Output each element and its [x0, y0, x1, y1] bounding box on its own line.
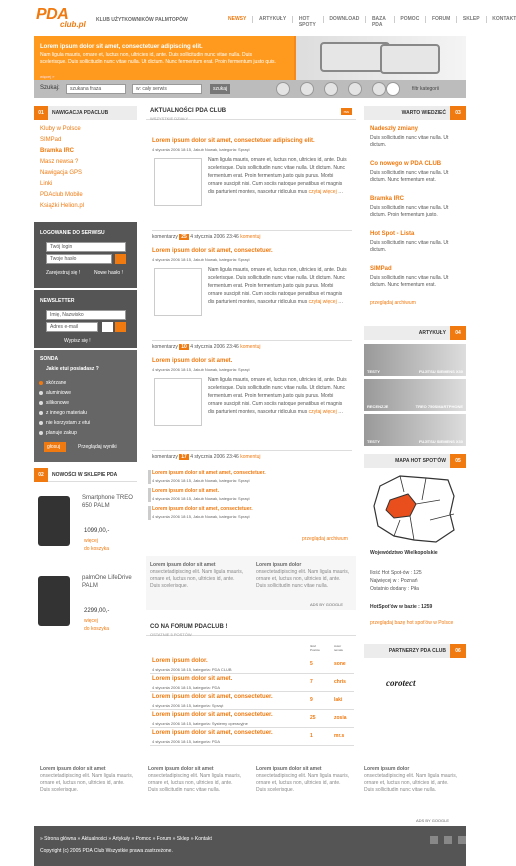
- news-read-more[interactable]: czytaj więcej: [308, 189, 337, 195]
- article-name: FUJITSU SIEMENS X30: [418, 439, 463, 444]
- short-news-title[interactable]: Lorem ipsum dolor sit amet, consectetuer.: [152, 506, 253, 512]
- short-news-meta: 4 stycznia 2006 18:15, Jakub Nowak, kategoria: Sprzęt: [152, 496, 250, 501]
- xhtml-icon: [430, 836, 438, 844]
- logo-main: PDA: [36, 6, 69, 23]
- news-body: Nam ligula mauris, ornare et, luctus non, ultricies id, ante. Duis scelerisque. Duis sollicitudin nunc vitae nulla. Ut dictum. Nunc fermentum erat. Proin fermentum justo quis purus. Morbi ornare suscipit nisi. Cum sociis natoque penatibus et magnis dis parturient montes, nascetur ridiculus mus: [208, 377, 347, 415]
- news-footer: [152, 340, 352, 350]
- footer-ads: [34, 762, 466, 810]
- windows-icon[interactable]: [276, 82, 290, 96]
- short-news-bar: [148, 506, 151, 520]
- comment-link[interactable]: komentuj: [240, 234, 261, 240]
- article-tag: RECENZJE: [367, 404, 389, 409]
- footer-ad-text: onsectetadipiscing elit. Nam ligula mauris, ornare et, luctus non, ultricies id, ante. Duis sollicitudin nunc vitae nulla.: [364, 773, 458, 793]
- product-more-link[interactable]: więcej: [84, 618, 98, 624]
- footer-ad-text: onsectetadipiscing elit. Nam ligula mauris, ornare et, luctus non, ultricies id, ante. Duis scelerisque.: [256, 773, 350, 793]
- poll-option[interactable]: [46, 420, 90, 426]
- comments-label: komentarzy: [152, 454, 178, 460]
- shop-header: [34, 468, 137, 482]
- article-card[interactable]: [364, 379, 466, 411]
- product-name[interactable]: palmOne LifeDrive PALM: [82, 575, 132, 589]
- worth-archive-link[interactable]: przeglądaj archiwum: [370, 300, 416, 306]
- short-news-bar: [148, 488, 151, 502]
- forum-author-link[interactable]: laki: [334, 697, 343, 703]
- map-header: [364, 454, 466, 468]
- article-tag: TESTY: [367, 369, 380, 374]
- map-number: 05: [450, 454, 466, 468]
- poll-option-label: nie korzystam z etui: [46, 420, 91, 426]
- search-bar: [34, 80, 466, 98]
- forum-post-count: 25: [310, 715, 316, 721]
- partners-number: 06: [450, 644, 466, 658]
- header: [0, 0, 516, 36]
- forum-meta: 4 stycznia 2006 18:15, kategoria: PDA: [152, 685, 221, 690]
- nav-separator: [252, 16, 253, 23]
- radio-icon: [39, 421, 43, 425]
- news-title-link[interactable]: Lorem ipsum dolor sit amet.: [152, 358, 233, 364]
- map-stat: Ostatnio dodany : Piła: [370, 586, 419, 592]
- worth-title: WARTO WIEDZIEĆ: [401, 110, 446, 116]
- news-archive-link[interactable]: przeglądaj archiwum: [302, 536, 348, 542]
- worth-text: Duis sollicitudin nunc vitae nulla. Ut dictum. Nunc fermentum erat.: [370, 275, 449, 288]
- articles-number: 04: [450, 326, 466, 340]
- worth-text: Duis sollicitudin nunc vitae nulla. Ut dictum.: [370, 135, 449, 148]
- nav-link[interactable]: Linki: [40, 181, 53, 187]
- article-name: TREO 750SMARTPHONE: [415, 404, 463, 409]
- product-image[interactable]: [38, 576, 70, 626]
- footer-ads-by-google[interactable]: ADS BY GOOGLE: [416, 818, 450, 823]
- forum-topic-link[interactable]: Lorem ipsum dolor sit amet, consectetuer.: [152, 694, 273, 700]
- palm-icon[interactable]: [324, 82, 338, 96]
- blackberry-icon[interactable]: [372, 82, 386, 96]
- forum-row: [150, 692, 354, 710]
- poll-box: [34, 350, 137, 462]
- nav-header: [34, 106, 137, 120]
- footer-nav-link[interactable]: Artykuły: [112, 836, 131, 842]
- short-news-title[interactable]: Lorem ipsum dolor sit amet amet, consectetuer.: [152, 470, 266, 476]
- forum-post-count: 5: [310, 661, 313, 667]
- footer-ad-title[interactable]: Lorem ipsum dolor sit amet: [40, 766, 106, 772]
- articles-header: [364, 326, 466, 340]
- comment-count: 17: [181, 454, 187, 460]
- radio-icon: [39, 431, 43, 435]
- news-meta: 4 stycznia 2006 18:15, Jakub Nowak, kategoria: Sprzęt: [152, 367, 250, 372]
- nav-separator: [323, 16, 324, 23]
- login-box: [34, 222, 137, 288]
- add-to-cart-link[interactable]: do koszyka: [84, 546, 110, 552]
- footer-nav-link[interactable]: Forum: [156, 836, 172, 842]
- poll-option[interactable]: [46, 400, 69, 406]
- ads-by-google[interactable]: ADS BY GOOGLE: [310, 602, 344, 607]
- login-title: LOGOWANIE DO SERWISU: [40, 230, 105, 236]
- news-text: Nam ligula mauris, ornare et, luctus non, ultricies id, ante. Duis scelerisque. Duis sollicitudin nunc vitae nulla. Ut dictum. Nunc fermentum erat. Proin fermentum justo quis purus. Morbi ornare suscipit nisi. Cum sociis natoque penatibus et magnis dis parturient montes, nascetur ridiculus mus czytaj więcej …: [208, 377, 347, 415]
- symbian-icon[interactable]: [348, 82, 362, 96]
- forum-col-author: Autor tematu: [334, 644, 344, 652]
- nav-link[interactable]: SIMPad: [40, 137, 62, 143]
- worth-text: Duis sollicitudin nunc vitae nulla. Ut dictum.: [370, 240, 449, 253]
- articles-title: ARTYKUŁY: [418, 330, 446, 336]
- nav-number: 01: [34, 106, 48, 120]
- linux-icon[interactable]: [300, 82, 314, 96]
- news-date: 4 stycznia 2006 23:46: [190, 454, 239, 460]
- login-submit-button[interactable]: [115, 254, 126, 264]
- article-card[interactable]: [364, 344, 466, 376]
- news-text: Nam ligula mauris, ornare et, luctus non, ultricies id, ante. Duis scelerisque. Duis sollicitudin nunc vitae nulla. Ut dictum. Nunc fermentum erat. Proin fermentum justo quis purus. Morbi ornare suscipit nisi. Cum sociis natoque penatibus et magnis dis parturient montes, nascetur ridiculus mus czytaj więcej …: [208, 157, 347, 195]
- comment-link[interactable]: komentuj: [240, 454, 261, 460]
- forum-author-link[interactable]: zosia: [334, 715, 347, 721]
- footer-nav-link[interactable]: Kontakt: [194, 836, 212, 842]
- worth-number: 03: [450, 106, 466, 120]
- footer-ad-item[interactable]: [40, 766, 135, 794]
- left-column: [34, 104, 137, 754]
- worth-header: [364, 106, 466, 120]
- poll-results-link[interactable]: Przeglądaj wyniki: [78, 444, 117, 450]
- topnav-item[interactable]: NEWSY: [228, 16, 247, 22]
- ad-item[interactable]: [150, 562, 245, 590]
- logo[interactable]: [36, 6, 86, 32]
- forum-subtitle: OSTATNIE 5 POSTÓW: [150, 632, 192, 637]
- footer-ad-item[interactable]: [256, 766, 351, 794]
- forum-post-count: 1: [310, 733, 313, 739]
- nav-title: NAWIGACJA PDACLUB: [52, 110, 109, 116]
- news-footer: [152, 230, 352, 240]
- radio-icon: [39, 411, 43, 415]
- footer-nav-link[interactable]: Sklep: [176, 836, 190, 842]
- forum-post-count: 9: [310, 697, 313, 703]
- other-os-icon[interactable]: [386, 82, 400, 96]
- footer-nav: » Strona główna » Aktualności » Artykuły » Pomoc » Forum » Sklep » Kontakt: [40, 836, 212, 842]
- top-nav: [228, 16, 516, 28]
- partners-title: PARTNERZY PDA CLUB: [388, 648, 446, 654]
- topnav-item[interactable]: BAZA PDA: [371, 16, 386, 28]
- nav-link[interactable]: Kluby w Polsce: [40, 126, 81, 132]
- news-footer: [152, 450, 352, 460]
- rss-icon: [458, 836, 466, 844]
- short-news-meta: 4 stycznia 2006 18:15, Jakub Nowak, kategoria: Sprzęt: [152, 478, 250, 483]
- footer: [34, 826, 466, 866]
- worth-title-link[interactable]: Nadeszły zmiany: [370, 126, 419, 132]
- news-subtitle: WSZYSTKIE DZIAŁY: [150, 116, 189, 121]
- product-more-link[interactable]: więcej: [84, 538, 98, 544]
- news-image[interactable]: [154, 378, 202, 426]
- poll-question: Jakie etui posiadasz ?: [46, 366, 99, 372]
- poll-option[interactable]: [46, 390, 71, 396]
- poll-option[interactable]: [46, 410, 87, 416]
- banner: [34, 36, 466, 80]
- worth-title-link[interactable]: Bramka IRC: [370, 196, 405, 202]
- article-name: FUJITSU SIEMENS X30: [418, 369, 463, 374]
- worth-text: Duis sollicitudin nunc vitae nulla. Ut dictum. Nunc fermentum erat.: [370, 170, 449, 183]
- news-title: AKTUALNOŚCI PDA CLUB: [150, 108, 227, 114]
- product-image[interactable]: [38, 496, 70, 546]
- footer-ad-text: onsectetadipiscing elit. Nam ligula mauris, ornare et, luctus non, ultricies id, ante. Duis scelerisque.: [40, 773, 134, 793]
- topnav-item[interactable]: DOWNLOAD: [329, 16, 360, 22]
- radio-icon: [39, 391, 43, 395]
- comments-label: komentarzy: [152, 344, 178, 350]
- product-price: 2299,00,-: [84, 608, 110, 614]
- news-title-link[interactable]: Lorem ipsum dolor sit amet, consectetuer adipiscing elit.: [152, 138, 315, 144]
- map-total: HotSpot'ów w bazie : 1259: [370, 604, 433, 610]
- ad-item[interactable]: [256, 562, 351, 590]
- news-body: Nam ligula mauris, ornare et, luctus non, ultricies id, ante. Duis scelerisque. Duis sollicitudin nunc vitae nulla. Ut dictum. Nunc fermentum erat. Proin fermentum justo quis purus. Morbi ornare suscipit nisi. Cum sociis natoque penatibus et magnis dis parturient montes, nascetur ridiculus mus: [208, 267, 347, 305]
- worth-title-link[interactable]: SIMPad: [370, 266, 392, 272]
- shop-title: NOWOŚCI W SKLEPIE PDA: [52, 472, 118, 478]
- forum-meta: 4 stycznia 2006 18:15, kategoria: Systemy operacyjne: [152, 721, 248, 726]
- short-news-title[interactable]: Lorem ipsum dolor sit amet.: [152, 488, 219, 494]
- poland-map[interactable]: [370, 470, 460, 546]
- forum-topic-link[interactable]: Lorem ipsum dolor sit amet, consectetuer.: [152, 712, 273, 718]
- banner-title[interactable]: Lorem ipsum dolor sit amet, consectetuer adipiscing elit.: [40, 44, 203, 50]
- banner-more-link[interactable]: więcej »: [40, 74, 55, 79]
- logo-sub: club.pl: [60, 20, 86, 29]
- forum-meta: 4 stycznia 2006 18:15, kategoria: PDA: [152, 739, 221, 744]
- newsletter-title: NEWSLETTER: [40, 298, 75, 304]
- poll-option-label: z innego materiału: [46, 410, 87, 416]
- nav-separator: [486, 16, 487, 23]
- worth-title-link[interactable]: Hot Spot - Lista: [370, 231, 415, 237]
- partners-header: [364, 644, 466, 658]
- poll-option[interactable]: [46, 380, 66, 386]
- nav-separator: [365, 16, 366, 23]
- worth-title-link[interactable]: Co nowego w PDA CLUB: [370, 161, 442, 167]
- forum-row: [150, 710, 354, 728]
- nav-link[interactable]: Nawigacja GPS: [40, 170, 83, 176]
- nav-separator: [394, 16, 395, 23]
- short-news-bar: [148, 470, 151, 484]
- forum-row: [150, 674, 354, 692]
- topnav-item[interactable]: POMOC: [400, 16, 420, 22]
- worth-text: Duis sollicitudin nunc vitae nulla. Ut dictum. Proin fermentum justo.: [370, 205, 449, 218]
- footer-ad-text: onsectetadipiscing elit. Nam ligula mauris, ornare et, luctus non, ultricies id, ante. Duis sollicitudin nunc vitae nulla.: [148, 773, 242, 793]
- news-date: 4 stycznia 2006 23:46: [190, 234, 239, 240]
- nav-link[interactable]: Książki Helion.pl: [40, 203, 85, 209]
- news-meta: 4 stycznia 2006 18:15, Jakub Nowak, kategoria: Sprzęt: [152, 257, 250, 262]
- newsletter-email-input[interactable]: Adres e-mail: [46, 322, 98, 332]
- nav-separator: [456, 16, 457, 23]
- search-label: Szukaj:: [40, 85, 60, 91]
- comment-count: 25: [181, 234, 187, 240]
- product-price: 1099,00,-: [84, 528, 110, 534]
- topnav-item[interactable]: FORUM: [431, 16, 451, 22]
- map-title: MAPA HOT SPOT'ÓW: [395, 458, 446, 464]
- search-button[interactable]: szukaj: [210, 84, 230, 94]
- nav-link[interactable]: Bramka IRC: [40, 148, 75, 154]
- tagline: KLUB UŻYTKOWNIKÓW PALMTOPÓW: [96, 17, 188, 23]
- forum-meta: 4 stycznia 2006 18:15, kategoria: PDA CLUB: [152, 667, 232, 672]
- password-input[interactable]: Twoje hasło: [46, 254, 112, 264]
- news-header: [146, 106, 356, 120]
- nav-separator: [292, 16, 293, 23]
- forum-row: [150, 656, 354, 674]
- short-news-meta: 4 stycznia 2006 18:15, Jakub Nowak, kategoria: Sprzęt: [152, 514, 250, 519]
- poll-option-label: planuje zakup: [46, 430, 77, 436]
- comments-label: komentarzy: [152, 234, 178, 240]
- poll-option-label: silikonowe: [46, 400, 70, 406]
- forum-topic-link[interactable]: Lorem ipsum dolor sit amet, consectetuer.: [152, 730, 273, 736]
- banner-phone-image: [296, 36, 466, 80]
- partner-logo[interactable]: corotect: [386, 678, 416, 688]
- topnav-item[interactable]: HOT SPOTY: [298, 16, 316, 28]
- news-read-more[interactable]: czytaj więcej: [308, 299, 337, 305]
- vote-button[interactable]: głosuj: [44, 442, 66, 452]
- forum-author-link[interactable]: chris: [334, 679, 346, 685]
- map-link[interactable]: przeglądaj bazę hot spot'ów w Polsce: [370, 620, 454, 626]
- news-body: Nam ligula mauris, ornare et, luctus non, ultricies id, ante. Duis scelerisque. Duis sollicitudin nunc vitae nulla. Ut dictum. Nunc fermentum erat. Proin fermentum justo quis purus. Morbi ornare suscipit nisi. Cum sociis natoque penatibus et magnis dis parturient montes, nascetur ridiculus mus: [208, 157, 347, 195]
- poll-option[interactable]: [46, 430, 77, 436]
- newsletter-name-input[interactable]: Imię, Nazwisko: [46, 310, 126, 320]
- comment-link[interactable]: komentuj: [240, 344, 261, 350]
- banner-text: Nam ligula mauris, ornare et, luctus non, ultricies id, ante. Duis sollicitudin nunc vitae nulla. Duis scelerisque. Duis sollicitudin nunc vitae nulla. Ut dictum. Nunc fermentum erat. Proin fermentum justo quis.: [40, 52, 276, 65]
- nav-link[interactable]: Masz newsa ?: [40, 159, 79, 165]
- category-filter-link[interactable]: filtr kategorii: [412, 86, 439, 92]
- new-password-link[interactable]: Nowe hasło !: [94, 270, 123, 276]
- ad-text: onsectetadipiscing elit. Nam ligula mauris, ornare et, luctus non, ultricies id, ante. Duis sollicitudin nunc vitae nulla.: [256, 569, 350, 589]
- article-tag: TESTY: [367, 439, 380, 444]
- forum-col-posts: Ilość Postów: [310, 644, 320, 652]
- footer-copyright: Copyright (c) 2005 PDA Club Wszystkie prawa zastrzeżone.: [40, 848, 173, 854]
- poll-title: SONDA: [40, 356, 59, 362]
- forum-post-count: 7: [310, 679, 313, 685]
- add-to-cart-link[interactable]: do koszyka: [84, 626, 110, 632]
- footer-ad-title[interactable]: Lorem ipsum dolor sit amet: [256, 766, 322, 772]
- nav-link[interactable]: PDAclub Mobile: [40, 192, 83, 198]
- forum-topic-link[interactable]: Lorem ipsum dolor sit amet.: [152, 676, 233, 682]
- footer-nav-link[interactable]: Pomoc: [135, 836, 152, 842]
- css-icon: [444, 836, 452, 844]
- register-link[interactable]: Zarejestruj się !: [46, 270, 81, 276]
- forum-meta: 4 stycznia 2006 18:15, kategoria: Sprzęt: [152, 703, 224, 708]
- news-image[interactable]: [154, 268, 202, 316]
- footer-ad-item[interactable]: [364, 766, 459, 794]
- forum-topic-link[interactable]: Lorem ipsum dolor.: [152, 658, 208, 664]
- poll-option-label: skórzane: [46, 380, 67, 386]
- ad-title[interactable]: Lorem ipsum dolor: [256, 562, 302, 568]
- ad-title[interactable]: Lorem ipsum dolor sit amet: [150, 562, 216, 568]
- footer-ad-item[interactable]: [148, 766, 243, 794]
- news-date: 4 stycznia 2006 23:46: [190, 344, 239, 350]
- newsletter-submit-button[interactable]: [115, 322, 126, 332]
- radio-icon: [39, 381, 43, 385]
- product-name[interactable]: Smartphone TREO 650 PALM: [82, 495, 133, 509]
- newsletter-box: [34, 290, 137, 348]
- shop-number: 02: [34, 468, 48, 482]
- news-title-link[interactable]: Lorem ipsum dolor sit amet, consectetuer.: [152, 248, 273, 254]
- footer-ad-title[interactable]: Lorem ipsum dolor sit amet: [148, 766, 214, 772]
- comment-count: 10: [181, 344, 187, 350]
- nav-separator: [425, 16, 426, 23]
- search-scope-select[interactable]: w: cały serwis: [132, 84, 202, 94]
- topnav-item[interactable]: SKLEP: [462, 16, 480, 22]
- map-stat: Ilość Hot Spot-ów : 125: [370, 570, 422, 576]
- article-card[interactable]: [364, 414, 466, 446]
- forum-author-link[interactable]: mr.s: [334, 733, 345, 739]
- login-input[interactable]: Twój login: [46, 242, 126, 252]
- forum-author-link[interactable]: sone: [334, 661, 346, 667]
- map-region: Województwo Wielkopolskie: [370, 550, 438, 556]
- search-input[interactable]: szukana fraza: [66, 84, 126, 94]
- radio-icon: [39, 401, 43, 405]
- forum-table: [150, 656, 354, 748]
- topnav-item[interactable]: KONTAKT: [492, 16, 516, 22]
- topnav-item[interactable]: ARTYKUŁY: [258, 16, 287, 22]
- news-image[interactable]: [154, 158, 202, 206]
- footer-nav-link[interactable]: Strona główna: [44, 836, 77, 842]
- news-read-more[interactable]: czytaj więcej: [308, 409, 337, 415]
- forum-header: [146, 622, 356, 636]
- poll-option-label: aluminiowe: [46, 390, 72, 396]
- news-meta: 4 stycznia 2006 18:15, Jakub Nowak, kategoria: Sprzęt: [152, 147, 250, 152]
- ad-text: onsectetadipiscing elit. Nam ligula mauris, ornare et, luctus non, ultricies id, ante. Duis scelerisque.: [150, 569, 244, 589]
- forum-row: [150, 728, 354, 746]
- map-stat: Najwięcej w : Poznań: [370, 578, 418, 584]
- footer-nav-link[interactable]: Aktualności: [81, 836, 108, 842]
- rss-badge[interactable]: rss: [341, 108, 352, 115]
- news-text: Nam ligula mauris, ornare et, luctus non, ultricies id, ante. Duis scelerisque. Duis sollicitudin nunc vitae nulla. Ut dictum. Nunc fermentum erat. Proin fermentum justo quis purus. Morbi ornare suscipit nisi. Cum sociis natoque penatibus et magnis dis parturient montes, nascetur ridiculus mus czytaj więcej …: [208, 267, 347, 305]
- unsubscribe-link[interactable]: Wypisz się !: [64, 338, 91, 344]
- forum-title: CO NA FORUM PDACLUB !: [150, 624, 228, 630]
- footer-ad-title[interactable]: Lorem ipsum dolor: [364, 766, 410, 772]
- newsletter-clear-button[interactable]: [102, 322, 113, 332]
